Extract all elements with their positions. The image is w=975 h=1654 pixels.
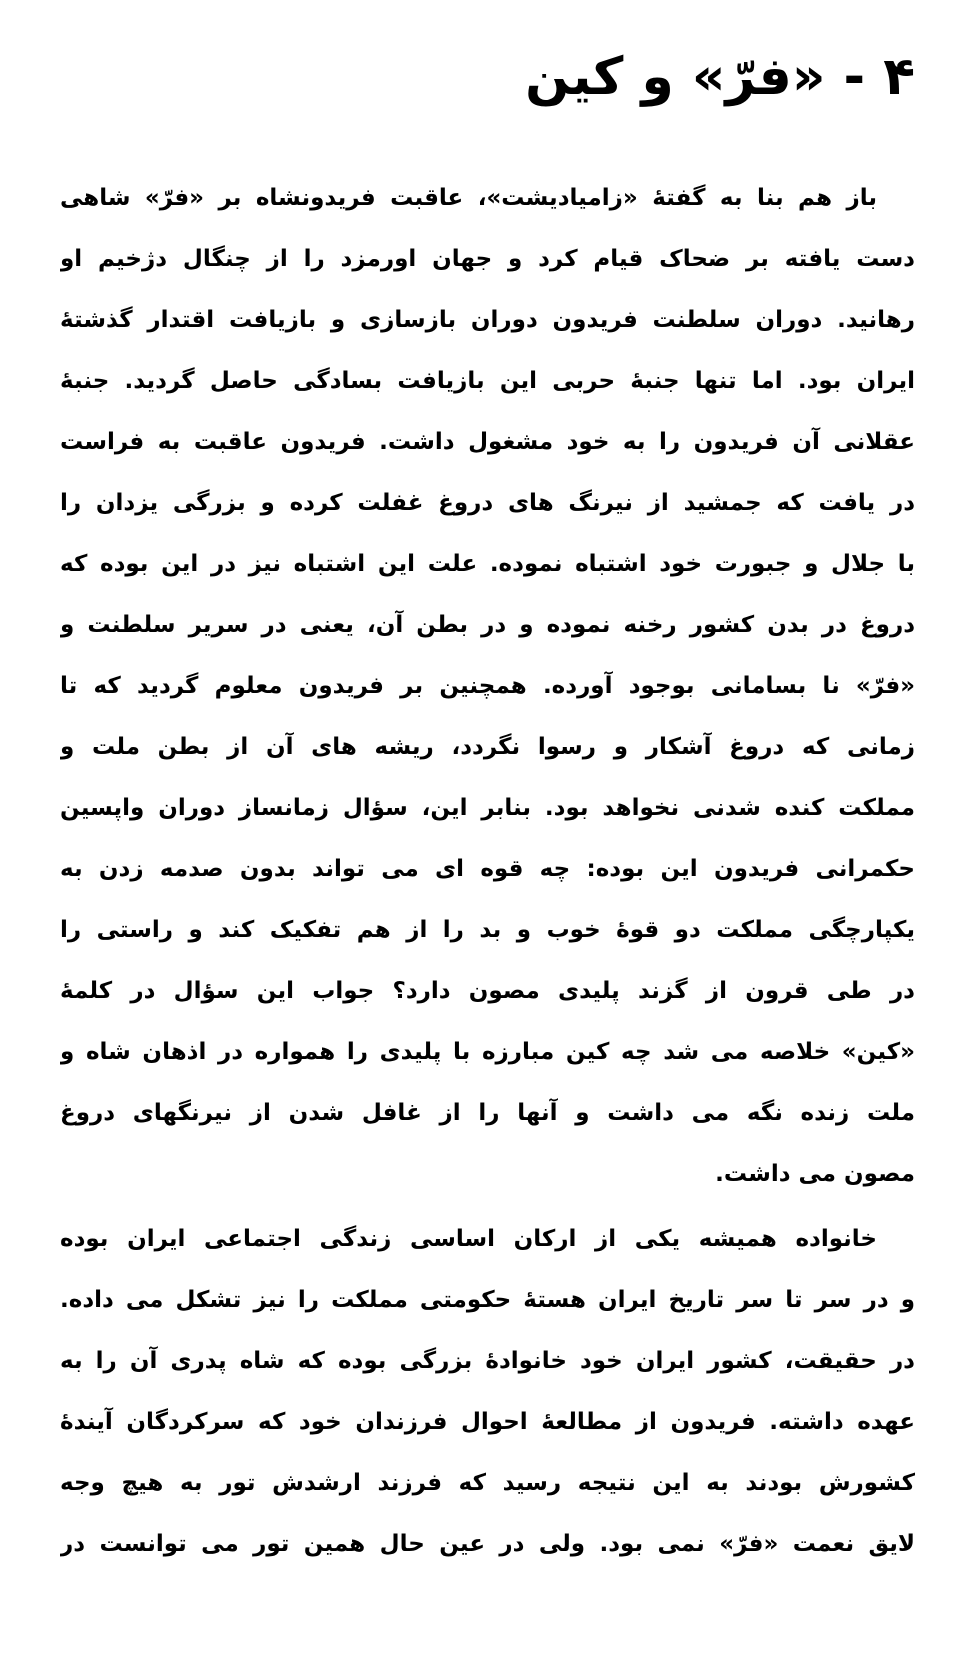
text-line: رهانید. دوران سلطنت فریدون دوران بازسازی و بازیافت اقتدار گذشتهٔ: [60, 307, 915, 333]
text-line: در حقیقت، کشور ایران خود خانوادهٔ بزرگی بوده که شاه پدری آن را به: [60, 1348, 915, 1374]
text-line: زمانی که دروغ آشکار و رسوا نگردد، ریشه های آن از بطن ملت و: [60, 734, 915, 760]
text-line: در طی قرون از گزند پلیدی مصون دارد؟ جواب این سؤال در کلمهٔ: [60, 978, 915, 1004]
body-text: [60, 168, 915, 1575]
paragraph: [60, 1209, 915, 1575]
text-line: حکمرانی فریدون این بوده: چه قوه ای می تواند بدون صدمه زدن به: [60, 856, 915, 882]
paragraph: [60, 168, 915, 1205]
text-line: دروغ در بدن کشور رخنه نموده و در بطن آن، یعنی در سریر سلطنت و: [60, 612, 915, 638]
text-line: در یافت که جمشید از نیرنگ های دروغ غفلت کرده و بزرگی یزدان را: [60, 490, 915, 516]
text-line: با جلال و جبورت خود اشتباه نموده. علت این اشتباه نیز در این بوده که: [60, 551, 915, 577]
text-line: خانواده همیشه یکی از ارکان اساسی زندگی اجتماعی ایران بوده: [60, 1226, 877, 1252]
text-line: ملت زنده نگه می داشت و آنها را از غافل شدن از نیرنگهای دروغ: [60, 1100, 915, 1126]
text-line: لایق نعمت «فرّ» نمی بود. ولی در عین حال همین تور می توانست در: [60, 1531, 915, 1557]
text-line: عقلانی آن فریدون را به خود مشغول داشت. فریدون عاقبت به فراست: [60, 429, 915, 455]
text-line: مصون می داشت.: [715, 1161, 915, 1187]
text-line: یکپارچگی مملکت دو قوهٔ خوب و بد را از هم تفکیک کند و راستی را: [60, 917, 915, 943]
text-line: کشورش بودند به این نتیجه رسید که فرزند ارشدش تور به هیچ وجه: [60, 1470, 915, 1496]
text-line: «فرّ» نا بسامانی بوجود آورده. همچنین بر فریدون معلوم گردید که تا: [60, 673, 915, 699]
text-line: مملکت کنده شدنی نخواهد بود. بنابر این، سؤال زمانساز دوران واپسین: [60, 795, 915, 821]
text-line: دست یافته بر ضحاک قیام کرد و جهان اورمزد را از چنگال دژخیم او: [60, 246, 915, 272]
text-line: عهده داشته. فریدون از مطالعهٔ احوال فرزندان خود که سرکردگان آیندهٔ: [60, 1409, 915, 1435]
text-line: «کین» خلاصه می شد چه کین مبارزه با پلیدی را همواره در اذهان شاه و: [60, 1039, 915, 1065]
text-line: ایران بود. اما تنها جنبهٔ حربی این بازیافت بسادگی حاصل گردید. جنبهٔ: [60, 368, 915, 394]
chapter-heading: ۴ - «فرّ» و کین: [525, 47, 915, 107]
text-line: باز هم بنا به گفتهٔ «زامیادیشت»، عاقبت فریدونشاه بر «فرّ» شاهی: [60, 185, 877, 211]
text-line: و در سر تا سر تاریخ ایران هستهٔ حکومتی مملکت را نیز تشکل می داده.: [60, 1287, 915, 1313]
